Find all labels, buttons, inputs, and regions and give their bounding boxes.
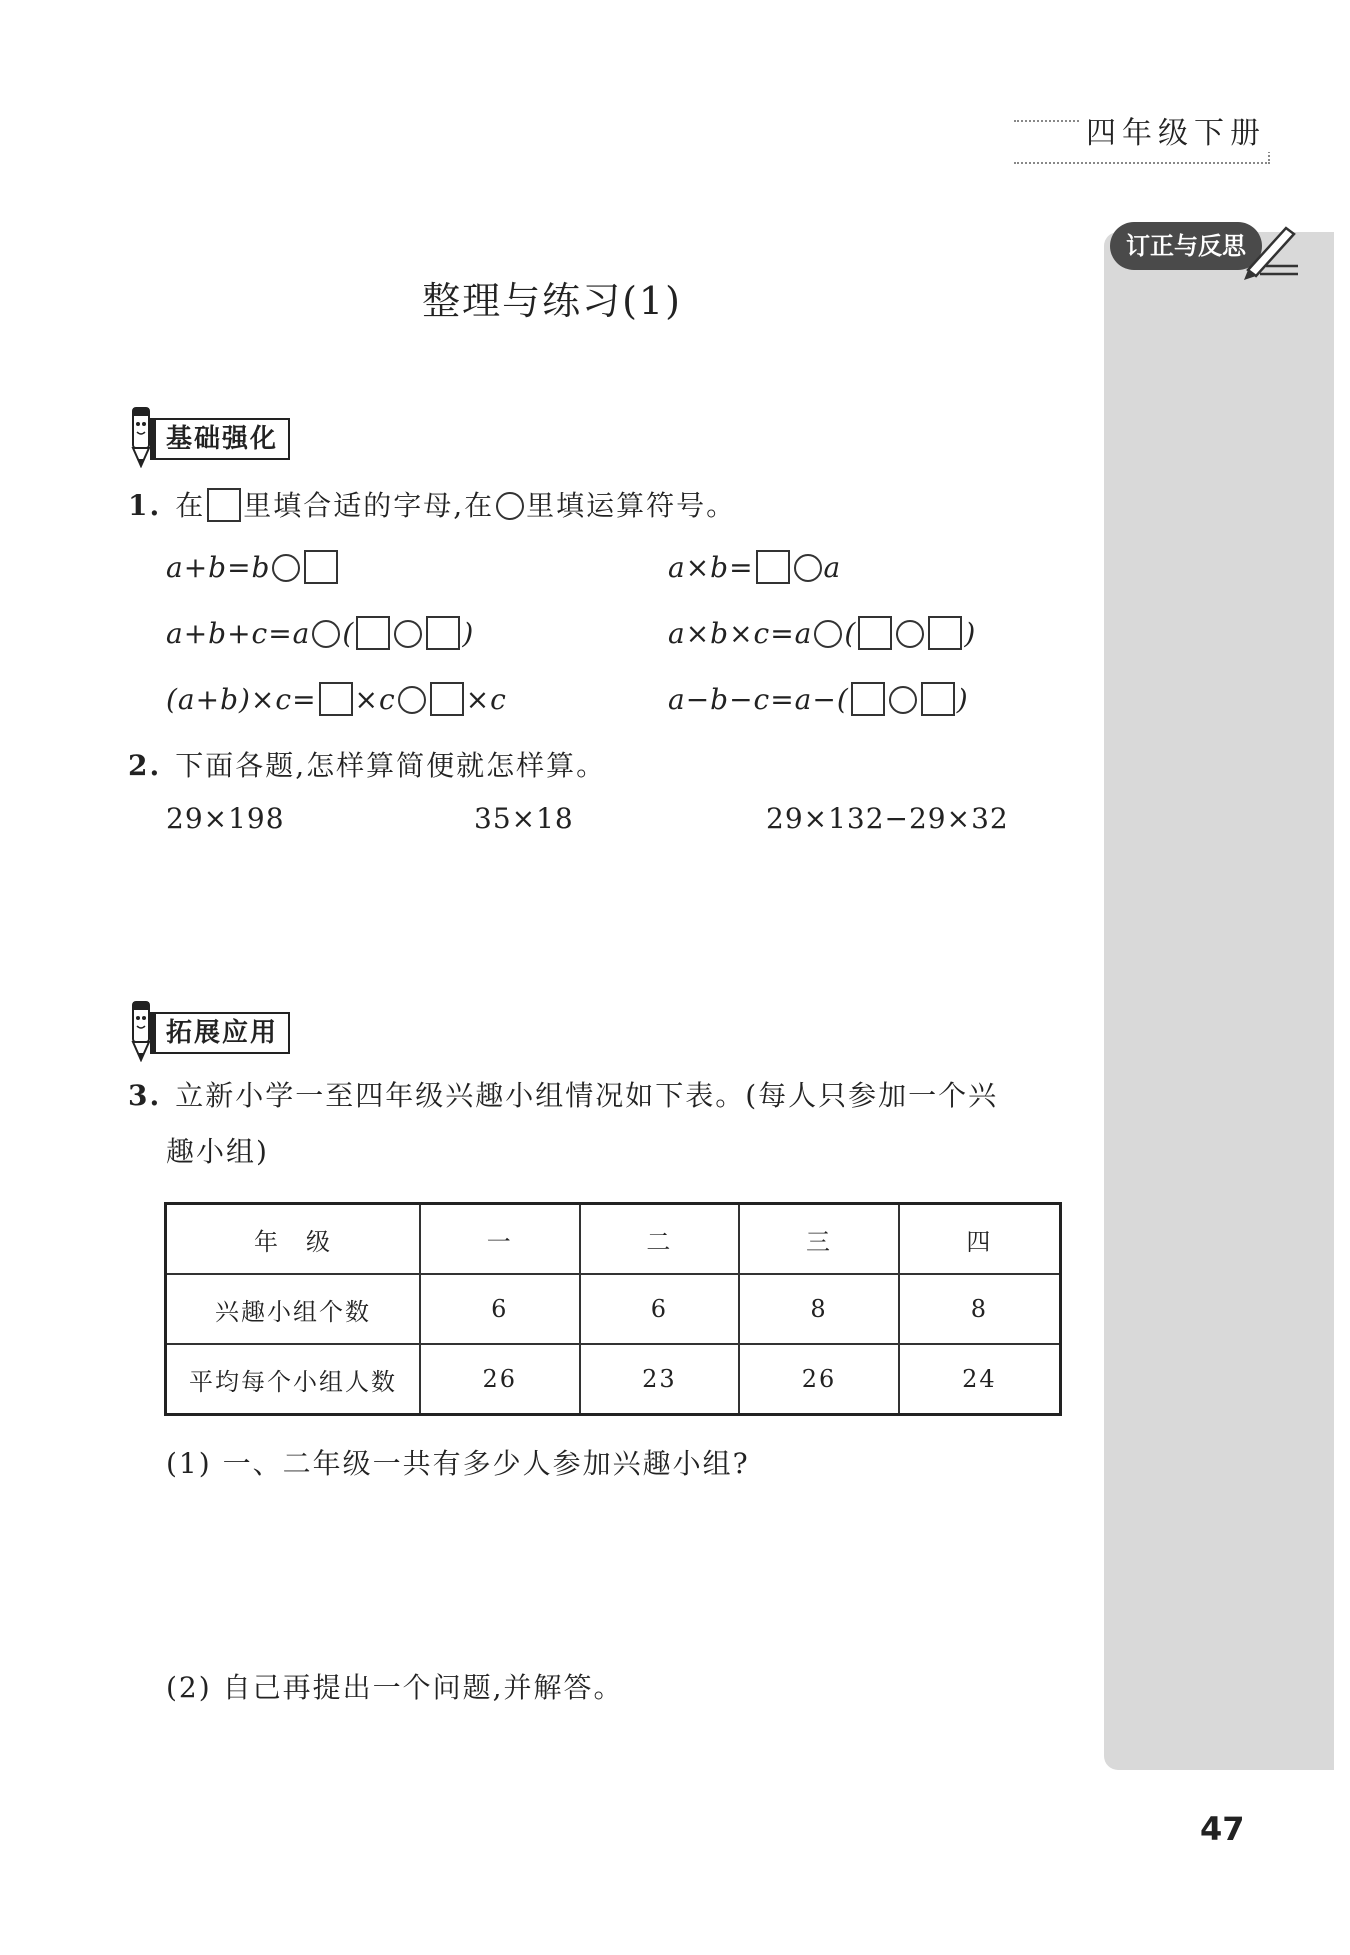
- formula-text: ×c: [465, 683, 507, 716]
- pen-icon: [1238, 220, 1302, 284]
- table-row: [166, 1204, 1061, 1275]
- correction-panel: [1104, 232, 1334, 1770]
- formula-add-commutative: [166, 550, 340, 584]
- table-cell: 23: [580, 1344, 740, 1415]
- blank-box[interactable]: [756, 550, 790, 584]
- table-cell: 8: [899, 1274, 1061, 1344]
- question-3-prompt-cont: 趣小组): [166, 1135, 269, 1168]
- sub-question-1: (1) 一、二年级一共有多少人参加兴趣小组?: [166, 1447, 750, 1480]
- question-number: 3.: [128, 1079, 162, 1112]
- table-cell: 兴趣小组个数: [166, 1274, 421, 1344]
- prompt-text: 在: [175, 489, 206, 522]
- calc-item-2: 35×18: [474, 802, 574, 835]
- table-row: [166, 1274, 1061, 1344]
- prompt-text: 立新小学一至四年级兴趣小组情况如下表。(每人只参加一个兴: [175, 1079, 999, 1112]
- blank-box[interactable]: [928, 616, 962, 650]
- calc-item-3: 29×132−29×32: [766, 802, 1009, 835]
- table-row: [166, 1344, 1061, 1415]
- section-label: 拓展应用: [150, 1012, 290, 1054]
- blank-box[interactable]: [356, 616, 390, 650]
- section-label: 基础强化: [150, 418, 290, 460]
- interest-group-table: [164, 1202, 1062, 1416]
- blank-box[interactable]: [319, 682, 353, 716]
- formula-text: a×b=: [668, 551, 754, 584]
- table-cell: 6: [420, 1274, 580, 1344]
- formula-text: (a+b)×c=: [166, 683, 317, 716]
- table-cell: 四: [899, 1204, 1061, 1275]
- question-2-prompt: [128, 744, 606, 784]
- paren: ): [462, 617, 475, 650]
- table-cell: 一: [420, 1204, 580, 1275]
- question-number: 2.: [128, 749, 162, 782]
- table-cell: 6: [580, 1274, 740, 1344]
- formula-distributive: [166, 682, 507, 716]
- prompt-text: 里填合适的字母,在: [243, 489, 495, 522]
- paren: (: [836, 683, 849, 716]
- blank-circle[interactable]: [272, 554, 300, 582]
- paren: ): [964, 617, 977, 650]
- formula-mul-commutative: [668, 550, 841, 584]
- blank-circle[interactable]: [394, 620, 422, 648]
- paren: (: [844, 617, 857, 650]
- question-number: 1.: [128, 489, 162, 522]
- table-cell: 24: [899, 1344, 1061, 1415]
- blank-circle[interactable]: [889, 686, 917, 714]
- blank-box[interactable]: [851, 682, 885, 716]
- table-cell: 年 级: [166, 1204, 421, 1275]
- prompt-text: 下面各题,怎样算简便就怎样算。: [175, 749, 607, 782]
- blank-box[interactable]: [207, 488, 241, 522]
- page-title: 整理与练习(1): [422, 279, 682, 323]
- formula-text: a−b−c=a−: [668, 683, 837, 716]
- formula-text: a+b=b: [166, 551, 271, 584]
- formula-text: ×c: [354, 683, 396, 716]
- question-1-prompt: [128, 484, 736, 524]
- prompt-text: 里填运算符号。: [526, 489, 737, 522]
- table-cell: 26: [420, 1344, 580, 1415]
- question-3-prompt: [128, 1074, 998, 1114]
- blank-circle[interactable]: [896, 620, 924, 648]
- blank-box[interactable]: [426, 616, 460, 650]
- blank-circle[interactable]: [794, 554, 822, 582]
- table-cell: 8: [739, 1274, 899, 1344]
- paren: (: [342, 617, 355, 650]
- blank-box[interactable]: [430, 682, 464, 716]
- blank-box[interactable]: [304, 550, 338, 584]
- formula-subtraction-property: [668, 682, 969, 716]
- table-cell: 三: [739, 1204, 899, 1275]
- calc-item-1: 29×198: [166, 802, 285, 835]
- blank-circle[interactable]: [814, 620, 842, 648]
- paren: ): [956, 683, 969, 716]
- formula-text: a+b+c=a: [166, 617, 311, 650]
- table-cell: 26: [739, 1344, 899, 1415]
- blank-circle[interactable]: [398, 686, 426, 714]
- grade-label: 四年级下册: [1080, 108, 1272, 152]
- formula-text: a: [823, 551, 842, 584]
- blank-circle[interactable]: [496, 492, 524, 520]
- formula-mul-associative: [668, 616, 976, 650]
- formula-add-associative: [166, 616, 474, 650]
- blank-circle[interactable]: [312, 620, 340, 648]
- correction-tab: 订正与反思: [1110, 222, 1262, 270]
- formula-text: a×b×c=a: [668, 617, 813, 650]
- blank-box[interactable]: [921, 682, 955, 716]
- sub-question-2: (2) 自己再提出一个问题,并解答。: [166, 1671, 624, 1704]
- page-number: 47: [1200, 1810, 1245, 1848]
- blank-box[interactable]: [858, 616, 892, 650]
- table-cell: 平均每个小组人数: [166, 1344, 421, 1415]
- table-cell: 二: [580, 1204, 740, 1275]
